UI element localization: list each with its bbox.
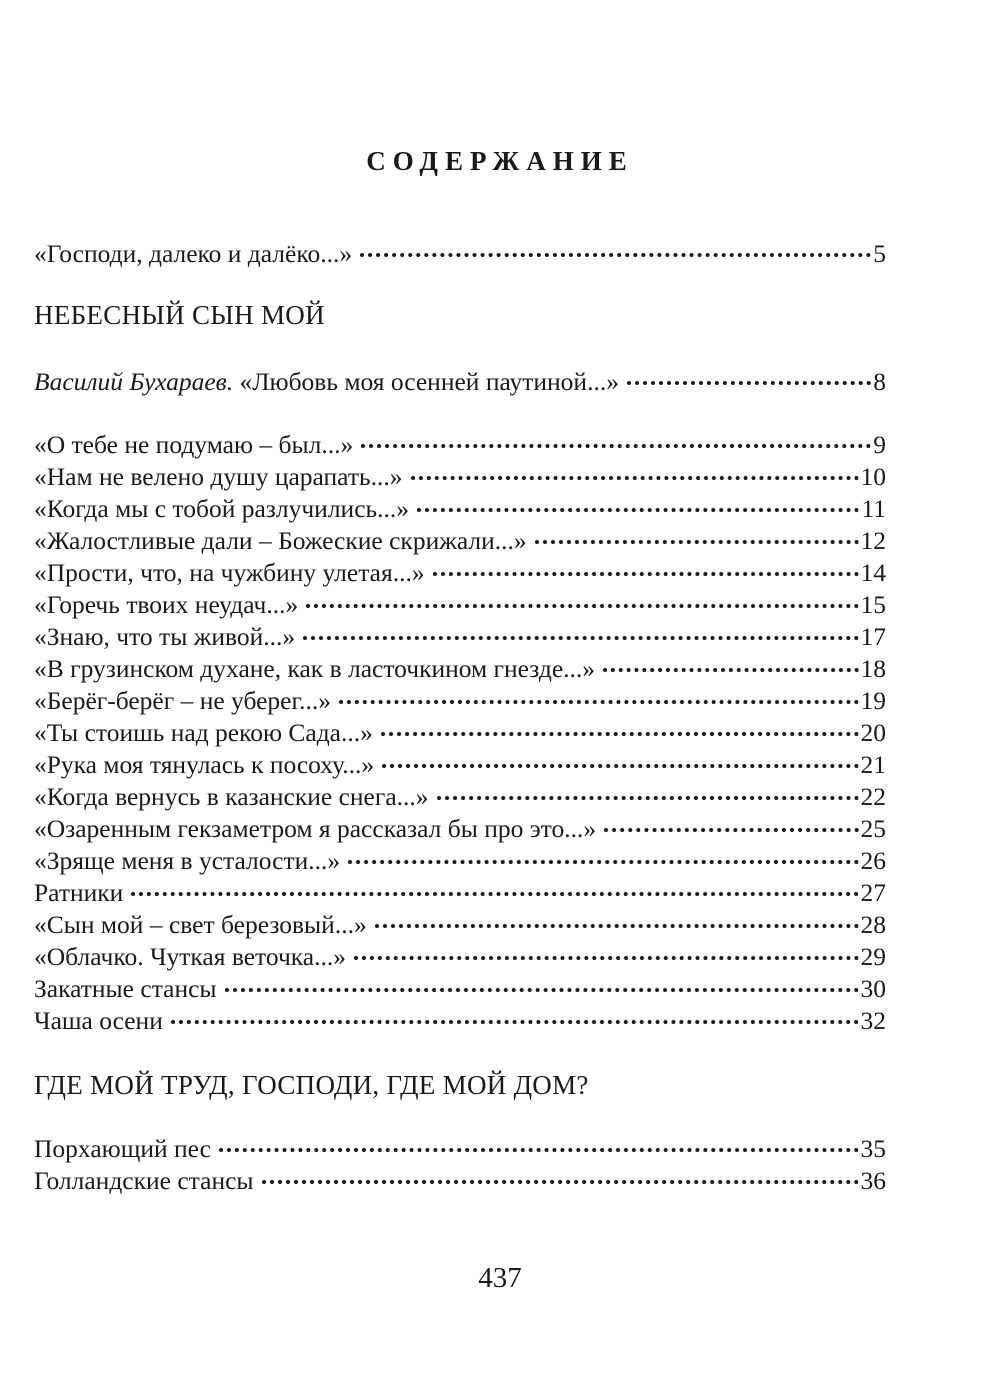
toc-entry-title bbox=[34, 366, 619, 398]
leader-dots bbox=[348, 860, 858, 864]
leader-dots bbox=[604, 828, 858, 832]
toc-entry-page: 29 bbox=[860, 942, 886, 971]
toc-entry-title: «Рука моя тянулась к посоху...» bbox=[34, 750, 375, 779]
toc-entry bbox=[34, 461, 886, 493]
leader-dots bbox=[437, 796, 859, 800]
leader-dots bbox=[382, 764, 858, 768]
toc-entry bbox=[34, 621, 886, 653]
toc-entry-page: 26 bbox=[860, 846, 886, 875]
toc-entry-page: 17 bbox=[860, 622, 886, 651]
leader-dots bbox=[381, 732, 859, 736]
toc-entry-page: 8 bbox=[873, 367, 886, 396]
toc-entry-page: 14 bbox=[860, 558, 886, 587]
toc-entry-title: «Горечь твоих неудач...» bbox=[34, 590, 299, 619]
leader-dots bbox=[262, 1180, 859, 1184]
toc-entry-page: 28 bbox=[860, 910, 886, 939]
leader-dots bbox=[433, 572, 859, 576]
toc-entry-title: «Господи, далеко и далёко...» bbox=[34, 239, 353, 268]
toc-entry-title: «Сын мой – свет березовый...» bbox=[34, 910, 367, 939]
toc-entry-title: Закатные стансы bbox=[34, 974, 217, 1003]
toc-entry-page: 35 bbox=[860, 1134, 886, 1163]
leader-dots bbox=[360, 253, 871, 257]
leader-dots bbox=[535, 540, 859, 544]
toc-entry bbox=[34, 973, 886, 1005]
page-number: 437 bbox=[478, 1262, 522, 1294]
toc-entry-title: Порхающий пес bbox=[34, 1134, 211, 1163]
toc-entry bbox=[34, 877, 886, 909]
toc-entry-page: 20 bbox=[860, 718, 886, 747]
epigraph-text: «Любовь моя осенней паутиной...» bbox=[233, 367, 619, 396]
toc-entry bbox=[34, 845, 886, 877]
toc-entry bbox=[34, 589, 886, 621]
leader-dots bbox=[354, 956, 859, 960]
toc-entry-page: 36 bbox=[860, 1166, 886, 1195]
toc-entry-page: 32 bbox=[860, 1006, 886, 1035]
leader-dots bbox=[219, 1148, 859, 1152]
toc-entry bbox=[34, 749, 886, 781]
toc-entry bbox=[34, 429, 886, 461]
toc-entry-page: 15 bbox=[860, 590, 886, 619]
toc-entry-page: 21 bbox=[860, 750, 886, 779]
toc-entry-title: «Когда вернусь в казанские снега...» bbox=[34, 782, 429, 811]
toc-entry-title: Чаша осени bbox=[34, 1006, 163, 1035]
section-heading-2: ГДЕ МОЙ ТРУД, ГОСПОДИ, ГДЕ МОЙ ДОМ? bbox=[34, 1070, 589, 1100]
epigraph-author: Василий Бухараев. bbox=[34, 367, 234, 396]
toc-entry-title: Голландские стансы bbox=[34, 1166, 254, 1195]
leader-dots bbox=[411, 476, 859, 480]
leader-dots bbox=[417, 508, 859, 512]
toc-entry-title: «Облачко. Чуткая веточка...» bbox=[34, 942, 346, 971]
leader-dots bbox=[627, 381, 871, 385]
leader-dots bbox=[361, 444, 871, 448]
toc-entry-page: 10 bbox=[860, 462, 886, 491]
toc-entry bbox=[34, 717, 886, 749]
toc-entry bbox=[34, 525, 886, 557]
toc-entry-page: 5 bbox=[873, 239, 886, 268]
toc-entry bbox=[34, 653, 886, 685]
leader-dots bbox=[171, 1020, 859, 1024]
section-heading-1: НЕБЕСНЫЙ СЫН МОЙ bbox=[34, 300, 325, 330]
toc-entry bbox=[34, 1133, 886, 1165]
toc-entry-title: «Зряще меня в усталости...» bbox=[34, 846, 341, 875]
toc-entry bbox=[34, 1165, 886, 1197]
toc-entry-title: «О тебе не подумаю – был...» bbox=[34, 430, 354, 459]
toc-entry-page: 12 bbox=[860, 526, 886, 555]
toc-entry-title: Ратники bbox=[34, 878, 124, 907]
toc-entry-page: 22 bbox=[860, 782, 886, 811]
toc-entry-title: «Нам не велено душу царапать...» bbox=[34, 462, 403, 491]
toc-entry bbox=[34, 781, 886, 813]
toc-entry-page: 11 bbox=[861, 494, 886, 523]
leader-dots bbox=[225, 988, 859, 992]
leader-dots bbox=[603, 668, 858, 672]
toc-entry-title: «Ты стоишь над рекою Сада...» bbox=[34, 718, 373, 747]
toc-entry-page: 9 bbox=[873, 430, 886, 459]
toc-entry-epigraph bbox=[34, 366, 886, 398]
toc-entry-page: 27 bbox=[860, 878, 886, 907]
toc-entry-page: 25 bbox=[860, 814, 886, 843]
toc-entry bbox=[34, 685, 886, 717]
leader-dots bbox=[131, 892, 858, 896]
toc-entry-page: 30 bbox=[860, 974, 886, 1003]
toc-entry-title: «Озаренным гекзаметром я рассказал бы про это...» bbox=[34, 814, 597, 843]
toc-entry-title: «Знаю, что ты живой...» bbox=[34, 622, 296, 651]
leader-dots bbox=[339, 700, 859, 704]
toc-entry bbox=[34, 813, 886, 845]
toc-entry-title: «Когда мы с тобой разлучились...» bbox=[34, 494, 410, 523]
toc-entry-page: 18 bbox=[860, 654, 886, 683]
toc-entry-title: «Прости, что, на чужбину улетая...» bbox=[34, 558, 425, 587]
toc-entry bbox=[34, 941, 886, 973]
leader-dots bbox=[375, 924, 859, 928]
toc-entry-intro bbox=[34, 238, 886, 270]
page-title: СОДЕРЖАНИЕ bbox=[366, 146, 634, 176]
leader-dots bbox=[303, 636, 858, 640]
toc-entry bbox=[34, 493, 886, 525]
leader-dots bbox=[306, 604, 858, 608]
toc-entry bbox=[34, 557, 886, 589]
toc-entry bbox=[34, 909, 886, 941]
toc-entry-title: «Берёг-берёг – не уберег...» bbox=[34, 686, 331, 715]
toc-entry-title: «Жалостливые дали – Божеские скрижали...» bbox=[34, 526, 527, 555]
toc-entry bbox=[34, 1005, 886, 1037]
toc-entry-page: 19 bbox=[860, 686, 886, 715]
toc-entry-title: «В грузинском духане, как в ласточкином гнезде...» bbox=[34, 654, 596, 683]
